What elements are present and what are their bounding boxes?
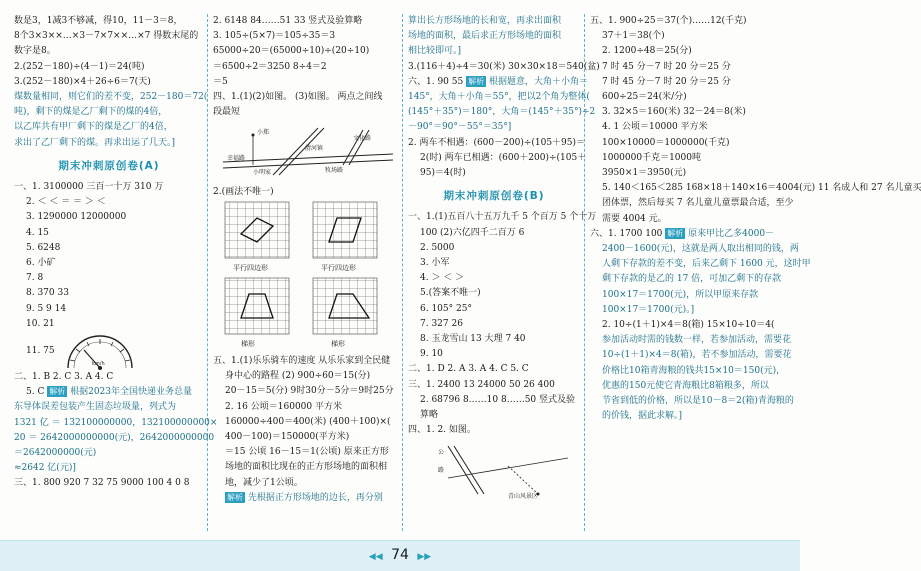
text-line: 1321 亿 ＝ 132100000000，132100000000× [14,417,218,428]
text-line: 8个3×3××…×3－7×7××…×7 得数末尾的 [14,31,199,42]
text-line: 数字是8。 [14,46,56,57]
answer-line: 5.(答案不唯一) [420,288,481,299]
map-label: 路 [438,467,445,475]
prev-page-icon[interactable]: ◀◀ [368,552,383,562]
answer-text: 六、1. 1700 100 [590,228,663,239]
answer-line: 8. 370 33 [26,288,69,299]
answer-line: 20－15＝5(分) 9时30分－5分＝9时25分 [225,386,394,397]
explanation-text: 原来甲比乙多4000－ [688,228,775,239]
text-line: 求出了乙厂剩下的煤。再求出运了几天。] [14,137,176,148]
answer-line: 2. 1200÷48＝25(分) [602,46,692,57]
page-number-bar [0,547,800,563]
text-line: 节省到低的价格，所以是10－8＝2(箱)青海粮的 [602,396,794,407]
answer-line: 算略 [420,410,439,421]
explanation-tag: 解析 [667,228,684,238]
answer-line: 7. 327 26 [420,318,463,329]
route-map-figure [213,120,403,178]
text-line: 吨)，剩下的煤是乙厂剩下的煤的4倍， [14,107,168,118]
speedometer-figure [62,336,138,370]
text-line: (145°＋35°)＝180°，大角＝(145°＋35°)÷2 [408,107,596,118]
answer-line: 团体票，然后每买 7 名儿童儿童票最合适，至少 [602,198,794,209]
text-line: 东导体误差包装产生固态垃圾量，列式为 [14,402,177,413]
answer-line: 三、1. 800 920 7 32 75 9000 100 4 0 8 [14,478,190,489]
column-1 [14,14,218,531]
text-line: 以乙库共有甲厂剩下的煤是乙厂的4倍， [14,122,173,133]
answer-line: 2(时) 两车已相遇：(600＋200)÷(105＋ [420,152,587,163]
text-line: 场地的面积，最后求正方形场地的面积 [408,31,562,42]
answer-line: 一、1.(1)五百八十五万九千 5 个百万 5 个十万 [408,212,597,223]
answer-line: 600÷25＝24(米/分) [602,92,687,103]
answer-line: ＝6500÷2＝3250 8÷4＝2 [213,61,327,72]
answer-line: 五、1.(1)乐乐骑车的速度 从乐乐家到全民健 [213,356,391,367]
map-label: 小明家 [253,169,272,177]
answer-line: 3. 105÷(5×7)＝105÷35＝3 [213,31,336,42]
answer-line: 地，减少了1公顷。 [225,477,303,488]
answer-line [408,75,588,90]
answer-line: 37＋1＝38(个) [602,31,665,42]
explanation-text: 根据题意，大角＋小角＝ [488,76,588,87]
grid-label: 梯形 [331,339,345,348]
answer-line: ＝15 公顷 16－15＝1(公顷) 原来正方形 [225,447,389,458]
text-line: 3.(252－180)×4＋26÷6＝7(天) [14,76,151,87]
answer-line: 6. 105° 25° [420,303,472,314]
text-line: ≈2642 亿(元)] [14,463,76,474]
text-line: 相比较即可。] [408,46,462,57]
text-line: 价格比10箱青海粮的钱共15×10＝150(元)， [602,365,786,376]
answer-line: 160000÷400＝400(米) (400＋100)×( [225,416,391,427]
answer-line: 五、1. 900÷25＝37(个)……12(千克) [590,16,747,26]
gauge-unit: km/h [92,361,105,368]
grid-label: 梯形 [241,339,255,348]
answer-line: 四、1.(1)(2)如图。 (3)如图。 两点之间线 [213,92,383,103]
text-line: 数是3，1减3不够减，得10，11－3＝8， [14,16,183,26]
text-line: 20 ＝ 2642000000000(元)，2642000000000 [14,432,215,443]
answer-line: 65000÷20＝(65000÷10)÷(20÷10) [213,46,370,57]
column-3 [408,14,600,531]
grid-label: 平行四边形 [321,263,356,272]
text-line: 145°，大角＋小角＝55°，把以2个角为整体( [408,92,590,103]
answer-line [590,227,790,242]
map-label: 青山风景区 [508,493,539,501]
text-line: 100×17＝1700(元)。] [602,304,695,315]
map-label: 牧场路 [325,167,344,175]
answer-line: 二、1. B 2. C 3. A 4. C [14,372,114,383]
answer-line: 2.(画法不唯一) [213,186,274,197]
explanation-tag: 解析 [468,76,485,86]
explanation-text: 根据2023年全国快递业务总量 [70,387,192,398]
answer-line [213,491,403,506]
map-label: 公 [438,449,445,457]
text-line: 参加活动时需的钱数一样，若参加活动，需要花 [602,335,792,346]
answer-line: 400－100)＝150000(平方米) [225,432,350,443]
text-line: 剩下存款的是乙的 17 倍，可加乙剩下的存款 [602,274,782,285]
answer-line: 2. 16 公顷＝160000 平方米 [225,401,342,412]
text-line: ＝2642000000(元) [14,448,97,459]
text-line: 的价钱，据此求解。] [602,411,683,422]
column-divider [207,14,208,531]
text-line: 2.(252－180)÷(4－1)＝24(吨) [14,61,145,72]
answer-line: 2. ＜ ＜ ＝ ＝ ＞ ＜ [26,197,106,208]
answer-line: 100×10000＝1000000(千克) [602,137,730,148]
map-label: 小郑 [257,129,270,137]
answer-line: 5. 140＜165＜285 168×18＋140×16＝4004(元) 11 名成人和 27 名儿童买 [602,183,921,194]
grid-figures [213,200,403,348]
answer-line: 2. 10÷(1＋1)×4＝8(箱) 15×10÷10＝4( [602,320,775,331]
explanation-text: 先根据正方形场地的边长，再分别 [247,492,383,503]
answer-line: 一、1. 3100000 三百一十万 310 万 [14,182,164,193]
answer-line: 3.(116＋4)÷4＝30(米) 30×30×18＝540(盆) [408,61,600,72]
column-4 [590,14,921,531]
answer-line: 10. 21 [26,318,55,329]
answer-text: 六、1. 90 55 [408,76,464,87]
next-page-icon[interactable]: ▶▶ [417,552,432,562]
text-line: 10÷(1＋1)×4＝8(箱)，若不参加活动，需要花 [602,350,792,361]
answer-line: 100 (2)六亿四千二百万 6 [420,227,525,238]
answer-line: 三、1. 2400 13 24000 50 26 400 [408,379,555,390]
answer-line: 2. 5000 [420,242,455,253]
answer-line: 7 时 45 分－7 时 20 分＝25 分 [602,76,731,87]
road-map-figure [408,438,580,500]
text-line: －90°＝90°－55°＝35°] [408,122,512,133]
answer-line: 1000000千克＝1000吨 [602,152,701,163]
answer-line: 需要 4004 元。 [602,213,667,224]
answer-line: 2. 68796 8……10 8……50 竖式及验 [420,394,576,405]
text-line: 煤数量相同，则它们的差不变，252－180＝72( [14,92,208,103]
answer-line: 9. 10 [420,349,443,360]
column-2 [213,14,403,531]
text-line: 算出长方形场地的长和宽，再求出面积 [408,16,562,26]
map-label: 清河镇 [305,145,324,153]
answer-line: 6. 小矿 [26,258,56,269]
answer-line: 3950×1＝3950(元) [602,168,687,179]
answer-line: 四、1. 2. 如图。 [408,425,476,436]
answer-line: 段最短 [213,107,241,118]
answer-line: 3. 1290000 12000000 [26,212,127,223]
answer-line: 4. 1 公顷＝10000 平方米 [602,122,708,133]
answer-line: 3. 小军 [420,258,450,269]
map-label: 文化路 [353,135,372,143]
answer-text: 5. C [26,387,45,398]
answer-line: 9. 5 9 14 [26,303,67,314]
answer-line: 7 时 45 分－7 时 20 分＝25 分 [602,61,731,72]
answer-line: 5. 6248 [26,242,61,253]
answer-line: 8. 玉龙雪山 13 大理 7 40 [420,334,526,345]
text-line: 优惠的150元使它青海粮比8箱粮多，所以 [602,380,769,391]
answer-line: 2. 两车不相遇：(600－200)÷(105＋95)＝ [408,137,586,148]
section-title-a: 期末冲刺原创卷(A) [58,159,160,172]
answer-line: 7. 8 [26,273,44,284]
map-label: 幸福路 [227,155,246,163]
answer-line: 身中心的路程 (2) 900÷60＝15(分) [225,371,371,382]
page-number: 74 [391,547,409,563]
grid-label: 平行四边形 [233,263,268,272]
answer-line: 3. 32×5＝160(米) 32－24＝8(米) [602,107,746,118]
answer-line: 二、1. D 2. A 3. A 4. C 5. C [408,364,529,375]
text-line: 人剩下存款的差不变，后来乙剩下 1600 元，这时甲 [602,259,811,270]
answer-line: 2. 6148 84……51 33 竖式及验算略 [213,16,363,26]
explanation-tag: 解析 [227,492,243,502]
q11-row [14,336,204,370]
answer-line: ＝5 [213,76,228,87]
text-line: 2400－1600(元)，这就是两人取出相同的钱，两 [602,244,799,255]
answer-line [14,385,204,400]
q11-label: 11. 75 [26,346,55,357]
text-line: 100×17＝1700(元)，所以甲原来存款 [602,289,759,300]
section-title-b: 期末冲刺原创卷(B) [443,190,545,203]
answer-line: 95)＝4(时) [420,168,466,179]
answer-line: 场地的面积比现在的正方形场地的面积相 [225,462,388,473]
answer-line: 4. 15 [26,227,49,238]
explanation-tag: 解析 [49,387,66,397]
answer-line: 4. ＞ ＜ ＞ [420,273,465,284]
